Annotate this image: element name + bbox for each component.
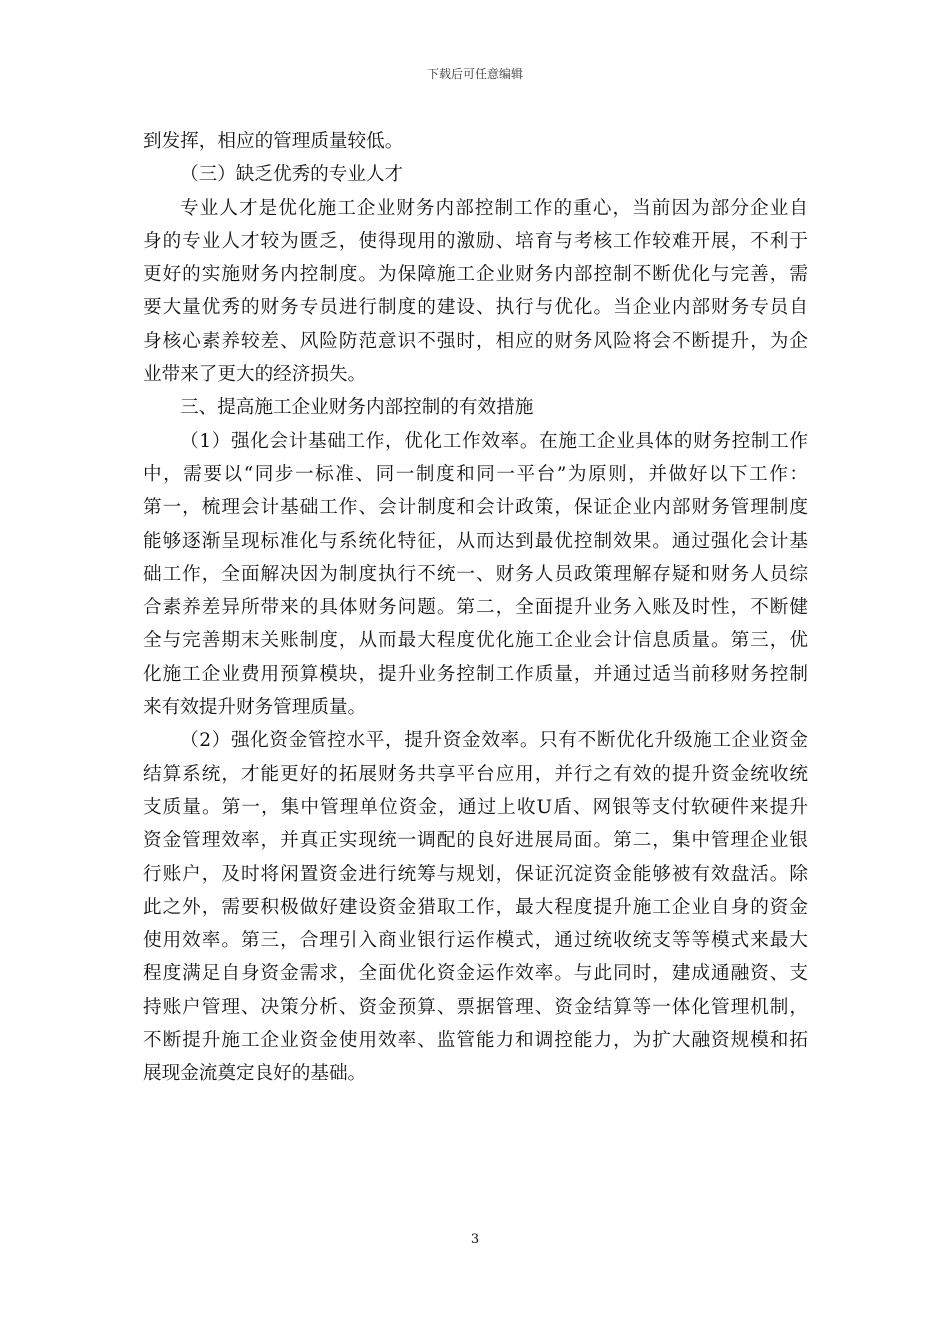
- section-heading: （三）缺乏优秀的专业人才: [180, 164, 404, 186]
- text-line: 中，需要以“同步一标准、同一制度和同一平台”为原则，并做好以下工作：: [143, 463, 808, 485]
- text-line: 身的专业人才较为匮乏，使得现用的激励、培育与考核工作较难开展，不利于: [143, 230, 808, 252]
- text-line: 要大量优秀的财务专员进行制度的建设、执行与优化。当企业内部财务专员自: [143, 297, 808, 319]
- text-line: 展现金流奠定良好的基础。: [143, 1063, 367, 1085]
- text-line: 行账户，及时将闲置资金进行统筹与规划，保证沉淀资金能够被有效盘活。除: [143, 863, 808, 885]
- text-line: 更好的实施财务内控制度。为保障施工企业财务内部控制不断优化与完善，需: [143, 264, 808, 286]
- text-line: 程度满足自身资金需求，全面优化资金运作效率。与此同时，建成通融资、支: [143, 963, 808, 985]
- text-line: （1）强化会计基础工作，优化工作效率。在施工企业具体的财务控制工作: [180, 430, 808, 452]
- text-line: 能够逐渐呈现标准化与系统化特征，从而达到最优控制效果。通过强化会计基: [143, 530, 808, 552]
- text-line: 全与完善期末关账制度，从而最大程度优化施工企业会计信息质量。第三，优: [143, 630, 808, 652]
- section-heading: 三、提高施工企业财务内部控制的有效措施: [180, 397, 534, 419]
- text-line: （2）强化资金管控水平，提升资金效率。只有不断优化升级施工企业资金: [180, 730, 808, 752]
- text-line: 专业人才是优化施工企业财务内部控制工作的重心，当前因为部分企业自: [180, 197, 808, 219]
- text-line: 础工作，全面解决因为制度执行不统一、财务人员政策理解存疑和财务人员综: [143, 563, 808, 585]
- text-line: 支质量。第一，集中管理单位资金，通过上收U盾、网银等支付软硬件来提升: [143, 796, 808, 818]
- text-line: 来有效提升财务管理质量。: [143, 697, 367, 719]
- text-line: 身核心素养较差、风险防范意识不强时，相应的财务风险将会不断提升，为企: [143, 330, 808, 352]
- text-line: 资金管理效率，并真正实现统一调配的良好进展局面。第二，集中管理企业银: [143, 830, 808, 852]
- text-line: 持账户管理、决策分析、资金预算、票据管理、资金结算等一体化管理机制，: [143, 996, 808, 1018]
- text-line: 业带来了更大的经济损失。: [143, 364, 367, 386]
- text-line: 合素养差异所带来的具体财务问题。第二，全面提升业务入账及时性，不断健: [143, 597, 808, 619]
- page-header: 下载后可任意编辑: [426, 67, 523, 81]
- text-line: 第一，梳理会计基础工作、会计制度和会计政策，保证企业内部财务管理制度: [143, 497, 808, 519]
- text-line: 此之外，需要积极做好建设资金猎取工作，最大程度提升施工企业自身的资金: [143, 896, 808, 918]
- text-line: 结算系统，才能更好的拓展财务共享平台应用，并行之有效的提升资金统收统: [143, 763, 808, 785]
- page-number: 3: [470, 1232, 480, 1247]
- document-body: [143, 125, 808, 1091]
- text-line: 使用效率。第三，合理引入商业银行运作模式，通过统收统支等等模式来最大: [143, 930, 808, 952]
- text-line: 化施工企业费用预算模块，提升业务控制工作质量，并通过适当前移财务控制: [143, 663, 808, 685]
- text-line: 到发挥，相应的管理质量较低。: [143, 131, 404, 152]
- text-line: 不断提升施工企业资金使用效率、监管能力和调控能力，为扩大融资规模和拓: [143, 1030, 808, 1052]
